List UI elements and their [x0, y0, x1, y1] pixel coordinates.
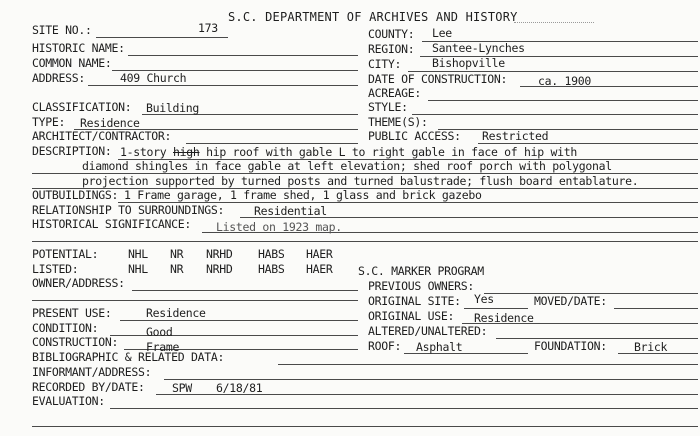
public-access-label: PUBLIC ACCESS:	[368, 129, 461, 143]
listed-nr: NR	[170, 262, 184, 276]
listed-haer: HAER	[306, 262, 333, 276]
style-label: STYLE:	[368, 100, 408, 114]
condition-value: Good	[146, 325, 173, 339]
potential-nr: NR	[170, 247, 184, 261]
description-text-3: projection supported by turned posts and turned balustrade; flush board entablature.	[82, 174, 639, 188]
city-label: CITY:	[368, 57, 402, 71]
site-no-label: SITE NO.:	[32, 23, 92, 37]
original-site-value: Yes	[474, 292, 494, 306]
address-line	[88, 85, 358, 86]
description-text-1b: hip roof with gable L to right gable in face of hip with	[206, 145, 578, 159]
evaluation-label: EVALUATION:	[32, 394, 105, 408]
form-title: S.C. DEPARTMENT OF ARCHIVES AND HISTORY	[228, 10, 518, 24]
section-divider	[32, 241, 698, 242]
recorded-by-label: RECORDED BY/DATE:	[32, 380, 145, 394]
construction-label: CONSTRUCTION:	[32, 335, 119, 349]
style-line	[412, 114, 698, 115]
date-value: ca. 1900	[538, 74, 591, 88]
acreage-line	[428, 100, 698, 101]
original-use-label: ORIGINAL USE:	[368, 309, 455, 323]
moved-date-line	[614, 308, 698, 309]
themes-line	[438, 129, 698, 130]
bibliographic-line	[278, 364, 698, 365]
present-use-line	[120, 320, 358, 321]
owner-address-label: OWNER/ADDRESS:	[32, 276, 125, 290]
region-label: REGION:	[368, 42, 415, 56]
potential-label: POTENTIAL:	[32, 247, 99, 261]
original-site-label: ORIGINAL SITE:	[368, 294, 461, 308]
region-value: Santee-Lynches	[432, 41, 525, 55]
architect-line	[186, 143, 358, 144]
condition-label: CONDITION:	[32, 321, 99, 335]
historic-name-line	[128, 55, 358, 56]
roof-label: ROOF:	[368, 339, 402, 353]
listed-label: LISTED:	[32, 262, 79, 276]
address-label: ADDRESS:	[32, 71, 85, 85]
date-of-construction-label: DATE OF CONSTRUCTION:	[368, 72, 508, 86]
altered-label: ALTERED/UNALTERED:	[368, 324, 488, 338]
public-access-value: Restricted	[482, 129, 549, 143]
listed-habs: HABS	[258, 262, 285, 276]
evaluation-line	[110, 408, 698, 409]
county-label: COUNTY:	[368, 27, 415, 41]
foundation-value: Brick	[634, 340, 668, 354]
original-site-line	[464, 308, 528, 309]
informant-line	[164, 379, 698, 380]
site-no-line	[96, 37, 228, 38]
owner-address-line-2	[32, 300, 358, 301]
listed-nrhd: NRHD	[206, 262, 233, 276]
acreage-label: ACREAGE:	[368, 86, 421, 100]
relationship-value: Residential	[254, 204, 327, 218]
foundation-label: FOUNDATION:	[534, 339, 607, 353]
description-label: DESCRIPTION:	[32, 144, 112, 158]
present-use-label: PRESENT USE:	[32, 306, 112, 320]
roof-value: Asphalt	[416, 340, 463, 354]
historical-significance-label: HISTORICAL SIGNIFICANCE:	[32, 217, 191, 231]
marker-program-label: S.C. MARKER PROGRAM	[358, 264, 484, 278]
county-value: Lee	[432, 26, 452, 40]
description-text-1a: 1-story	[120, 145, 167, 159]
significance-value: Listed on 1923 map.	[216, 220, 342, 234]
present-use-value: Residence	[146, 306, 206, 320]
outbuildings-value: 1 Frame garage, 1 frame shed, 1 glass and brick gazebo	[124, 188, 482, 202]
previous-owners-label: PREVIOUS OWNERS:	[368, 279, 474, 293]
card-bottom-rule	[32, 426, 698, 427]
type-value: Residence	[80, 116, 140, 130]
potential-nhl: NHL	[128, 247, 148, 261]
historic-name-label: HISTORIC NAME:	[32, 41, 125, 55]
potential-haer: HAER	[306, 247, 333, 261]
title-dotted-line	[514, 22, 594, 23]
description-text-2: diamond shingles in face gable at left elevation; shed roof porch with polygonal	[82, 159, 612, 173]
outbuildings-label: OUTBUILDINGS:	[32, 188, 119, 202]
type-label: TYPE:	[32, 115, 66, 129]
informant-label: INFORMANT/ADDRESS:	[32, 365, 152, 379]
potential-habs: HABS	[258, 247, 285, 261]
original-use-value: Residence	[474, 311, 534, 325]
themes-label: THEME(S):	[368, 115, 428, 129]
classification-value: Building	[146, 101, 199, 115]
classification-label: CLASSIFICATION:	[32, 100, 132, 114]
listed-nhl: NHL	[128, 262, 148, 276]
struck-word: high	[173, 145, 200, 159]
recorded-date-value: 6/18/81	[216, 381, 263, 395]
address-value: 409 Church	[120, 71, 187, 85]
relationship-label: RELATIONSHIP TO SURROUNDINGS:	[32, 203, 225, 217]
public-access-line	[478, 143, 698, 144]
bibliographic-label: BIBLIOGRAPHIC & RELATED DATA:	[32, 350, 225, 364]
recorded-by-value: SPW	[172, 381, 192, 395]
common-name-label: COMMON NAME:	[32, 56, 112, 70]
description-text-1	[120, 146, 577, 159]
architect-label: ARCHITECT/CONTRACTOR:	[32, 129, 172, 143]
construction-value: Frame	[146, 340, 180, 354]
moved-date-label: MOVED/DATE:	[534, 294, 607, 308]
owner-address-line	[132, 290, 358, 291]
potential-nrhd: NRHD	[206, 247, 233, 261]
city-value: Bishopville	[432, 56, 505, 70]
site-no-value: 173	[198, 21, 218, 35]
